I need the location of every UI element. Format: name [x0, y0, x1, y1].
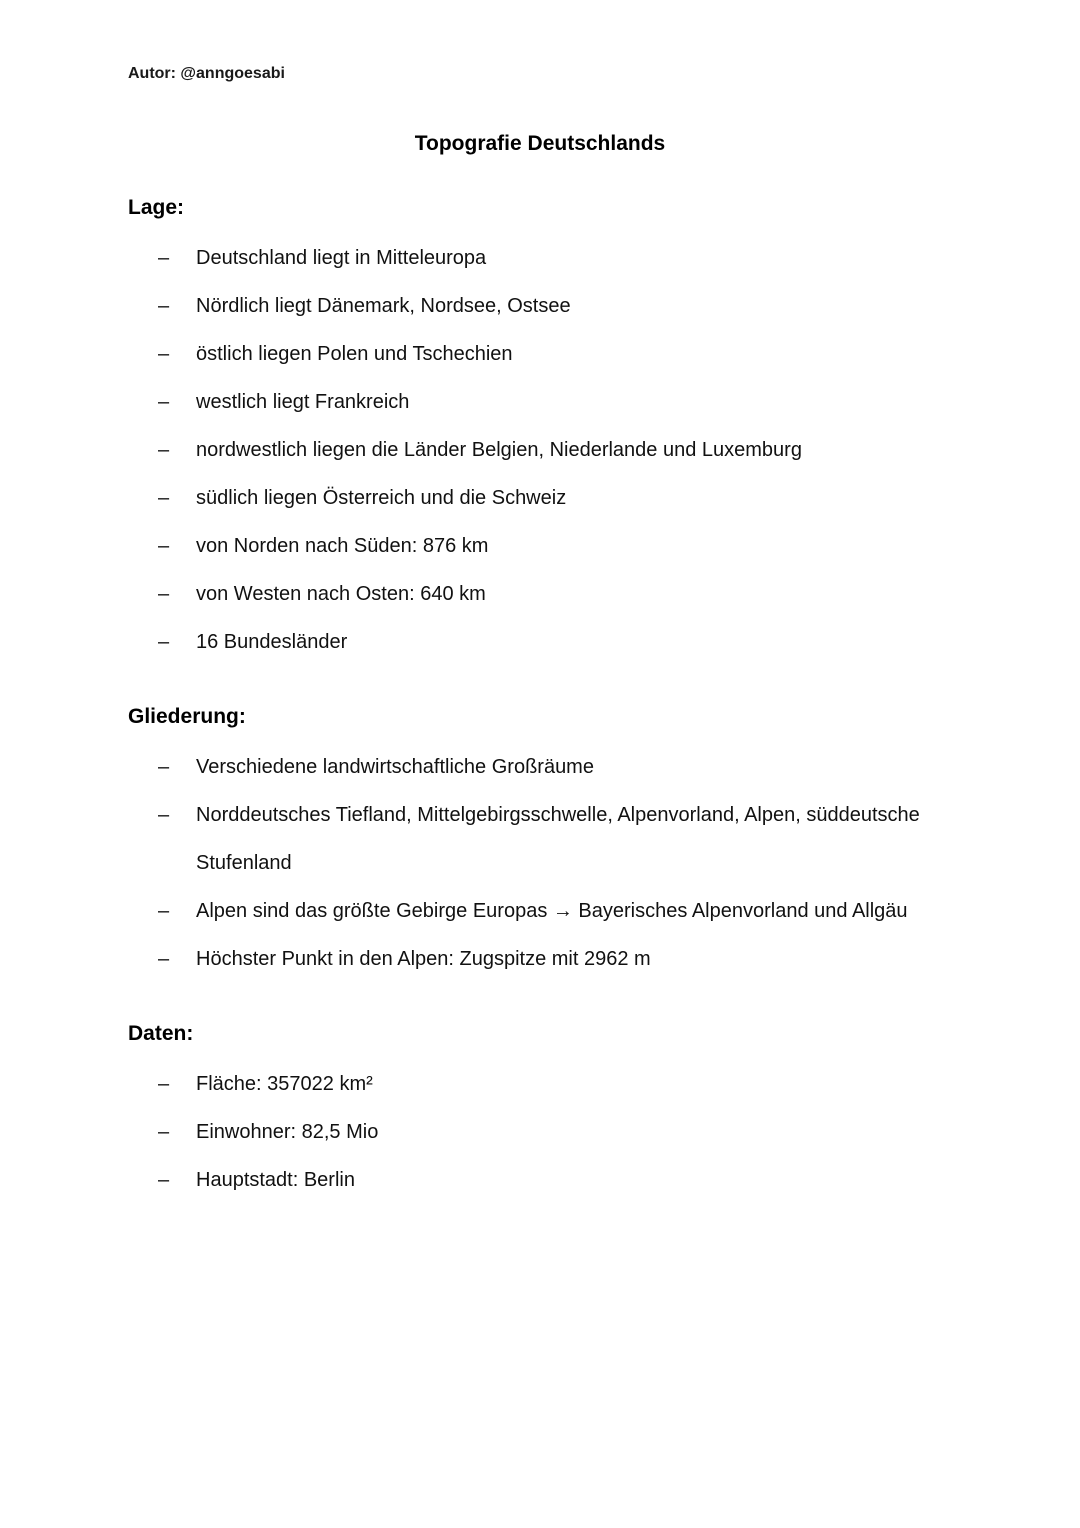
sections — [128, 195, 952, 1204]
list-item — [128, 234, 952, 282]
list-item — [128, 474, 952, 522]
list-item — [128, 887, 952, 935]
list-item — [128, 1108, 952, 1156]
list-item — [128, 426, 952, 474]
list-item — [128, 330, 952, 378]
dash-bullet: – — [158, 631, 170, 653]
dash-bullet: – — [158, 1073, 170, 1095]
list-item — [128, 570, 952, 618]
list-item-text: nordwestlich liegen die Länder Belgien, Niederlande und Luxemburg — [196, 439, 802, 461]
dash-bullet: – — [158, 1121, 170, 1143]
list-item — [128, 618, 952, 666]
list-item-text: westlich liegt Frankreich — [196, 391, 410, 413]
list-item-text: Fläche: 357022 km² — [196, 1073, 373, 1095]
bullet-list — [128, 1060, 952, 1204]
list-item — [128, 935, 952, 983]
list-item-text: 16 Bundesländer — [196, 631, 348, 653]
list-item — [128, 791, 952, 887]
dash-bullet: – — [158, 295, 170, 317]
list-item-text: Alpen sind das größte Gebirge Europas → Bayerisches Alpenvorland und Allgäu — [196, 900, 908, 922]
list-item — [128, 378, 952, 426]
bullet-list — [128, 234, 952, 666]
dash-bullet: – — [158, 487, 170, 509]
document-section — [128, 195, 952, 666]
dash-bullet: – — [158, 343, 170, 365]
dash-bullet: – — [158, 391, 170, 413]
list-item-text: Höchster Punkt in den Alpen: Zugspitze mit 2962 m — [196, 948, 651, 970]
list-item — [128, 522, 952, 570]
dash-bullet: – — [158, 804, 170, 826]
section-heading: Gliederung: — [128, 705, 246, 728]
list-item-text: östlich liegen Polen und Tschechien — [196, 343, 513, 365]
dash-bullet: – — [158, 756, 170, 778]
section-heading: Lage: — [128, 196, 185, 219]
dash-bullet: – — [158, 439, 170, 461]
list-item — [128, 282, 952, 330]
document-section — [128, 1021, 952, 1204]
list-item-text: von Westen nach Osten: 640 km — [196, 583, 486, 605]
list-item-text: Nördlich liegt Dänemark, Nordsee, Ostsee — [196, 295, 571, 317]
list-item-text: Deutschland liegt in Mitteleuropa — [196, 247, 487, 269]
bullet-list — [128, 743, 952, 983]
dash-bullet: – — [158, 948, 170, 970]
list-item-text: Hauptstadt: Berlin — [196, 1169, 355, 1191]
list-item — [128, 1156, 952, 1204]
list-item-text: von Norden nach Süden: 876 km — [196, 535, 489, 557]
author-line: Autor: @anngoesabi — [128, 65, 285, 82]
list-item-text: Einwohner: 82,5 Mio — [196, 1121, 379, 1143]
list-item-text: Verschiedene landwirtschaftliche Großräume — [196, 756, 594, 778]
section-heading: Daten: — [128, 1022, 194, 1045]
dash-bullet: – — [158, 535, 170, 557]
dash-bullet: – — [158, 1169, 170, 1191]
dash-bullet: – — [158, 583, 170, 605]
list-item-text: Norddeutsches Tiefland, Mittelgebirgsschwelle, Alpenvorland, Alpen, süddeutsche Stufenland — [196, 804, 920, 874]
dash-bullet: – — [158, 900, 170, 922]
document-section — [128, 704, 952, 983]
page-title: Topografie Deutschlands — [414, 132, 666, 155]
list-item — [128, 1060, 952, 1108]
dash-bullet: – — [158, 247, 170, 269]
list-item — [128, 743, 952, 791]
list-item-text: südlich liegen Österreich und die Schweiz — [196, 487, 567, 509]
